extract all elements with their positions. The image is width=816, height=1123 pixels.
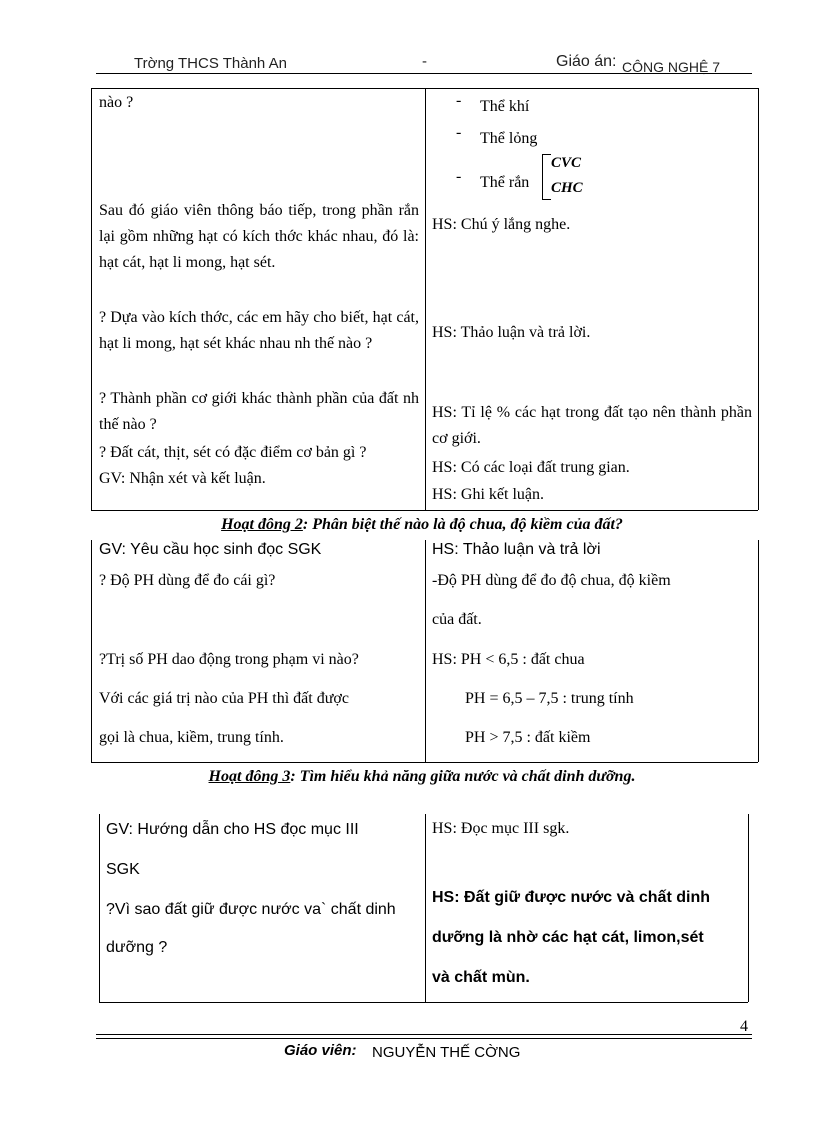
s1-right-5: HS: Ghi kết luận. (432, 486, 544, 503)
activity3-title: : Tìm hiểu khả năng giữa nước và chất dinh dưỡng. (290, 768, 636, 785)
activity3-label: Hoạt đông 3 (208, 768, 291, 785)
a2-right-2: của đất. (432, 611, 482, 628)
teacher-name: NGUYỄN THẾ CỜNG (372, 1044, 521, 1061)
a2-left-0: GV: Yêu cầu học sinh đọc SGK (99, 541, 322, 558)
s1-left-5: GV: Nhận xét và kết luận. (99, 470, 266, 487)
a3-left-2: ?Vì sao đất giữ được nước va` chất dinh (106, 901, 396, 918)
s1-right-4: HS: Có các loại đất trung gian. (432, 459, 630, 476)
solid-bracket (542, 154, 551, 200)
s1-left-0: nào ? (99, 94, 134, 111)
s1-right-1: HS: Chú ý lắng nghe. (432, 216, 571, 233)
solid-chc: CHC (551, 180, 583, 196)
a2-right-1: -Độ PH dùng để đo độ chua, độ kiềm (432, 572, 671, 589)
a3-left-3: dưỡng ? (106, 939, 168, 956)
a2-right-3: HS: PH < 6,5 : đất chua (432, 651, 585, 668)
s1-left-3: ? Thành phần cơ giới khác thành phần của đất nh thế nào ? (99, 390, 419, 433)
a2-right-4: PH = 6,5 – 7,5 : trung tính (465, 690, 634, 707)
footer-rule-1 (96, 1034, 752, 1035)
activity2-title: : Phân biệt thế nào là độ chua, độ kiềm của đất? (302, 516, 623, 533)
activity3-heading (72, 768, 772, 786)
bullet-dash: - (456, 92, 462, 109)
footer-rule-2 (96, 1038, 752, 1039)
a3-left-1: SGK (106, 861, 140, 878)
header-rule (96, 73, 752, 74)
s1-right-2: HS: Thảo luận và trả lời. (432, 324, 591, 341)
s1-right-3: HS: Tỉ lệ % các hạt trong đất tạo nên thành phần cơ giới. (432, 404, 752, 447)
a3-right-0: HS: Đọc mục III sgk. (432, 820, 570, 837)
a2-left-4: gọi là chua, kiềm, trung tính. (99, 729, 284, 746)
subject-name: CÔNG NGHỆ 7 (622, 59, 721, 75)
activity2-heading (72, 516, 772, 534)
s1-left-2: ? Dựa vào kích thớc, các em hãy cho biết, hạt cát, hạt li mong, hạt sét khác nhau nh thế nào ? (99, 309, 419, 352)
s1-left-1: Sau đó giáo viên thông báo tiếp, trong phần rắn lại gồm những hạt có kích thớc khác nhau, đó là: hạt cát, hạt li mong, hạt sét. (99, 202, 419, 271)
a2-left-1: ? Độ PH dùng để đo cái gì? (99, 572, 276, 589)
s1-left-4: ? Đất cát, thịt, sét có đặc điểm cơ bản gì ? (99, 444, 367, 461)
a3-right-3: và chất mùn. (432, 969, 530, 986)
state-liquid: Thể lỏng (480, 130, 538, 147)
plan-label: Giáo án: (556, 53, 617, 70)
school-name: Trờng THCS Thành An (134, 55, 287, 72)
teacher-label: Giáo viên: (284, 1042, 357, 1059)
a3-left-0: GV: Hướng dẫn cho HS đọc mục III (106, 821, 359, 838)
a3-right-2: dưỡng là nhờ các hạt cát, limon,sét (432, 929, 704, 946)
a2-left-2: ?Trị số PH dao động trong phạm vi nào? (99, 651, 359, 668)
a2-right-5: PH > 7,5 : đất kiềm (465, 729, 591, 746)
header-separator: - (422, 53, 427, 70)
a3-right-1: HS: Đất giữ được nước và chất dinh (432, 889, 710, 906)
bullet-dash: - (456, 124, 462, 141)
a2-left-3: Với các giá trị nào của PH thì đất được (99, 690, 349, 707)
state-solid: Thể rắn (480, 174, 530, 191)
state-gas: Thể khí (480, 98, 530, 115)
a2-right-0: HS: Thảo luận và trả lời (432, 541, 601, 558)
page-number: 4 (740, 1018, 748, 1035)
bullet-dash: - (456, 168, 462, 185)
solid-cvc: CVC (551, 155, 582, 171)
activity2-label: Hoạt đông 2 (221, 516, 303, 533)
